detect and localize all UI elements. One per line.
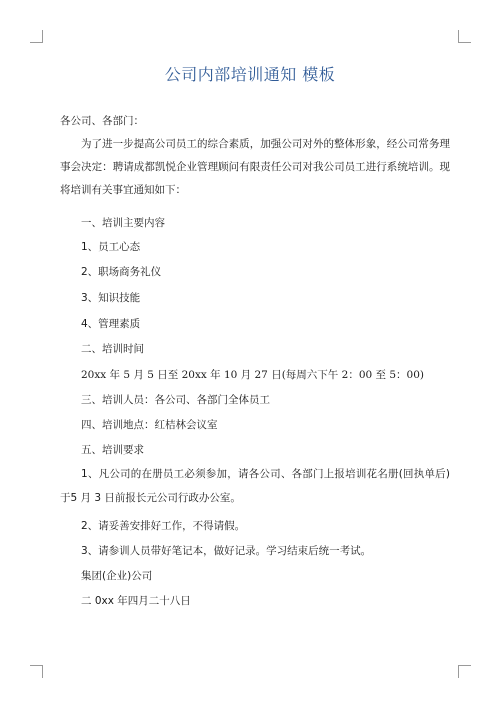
crop-mark-top-left (30, 30, 43, 43)
training-time: 20xx 年 5 月 5 日至 20xx 年 10 月 27 日(每周六下午 2：00 至 5：00) (81, 369, 424, 381)
crop-mark-bottom-left (30, 665, 43, 678)
content-item-4: 4、管理素质 (81, 318, 141, 330)
section-1-heading: 一、培训主要内容 (81, 217, 165, 229)
content-item-3: 3、知识技能 (81, 292, 141, 304)
crop-mark-bottom-right (458, 665, 471, 678)
intro-paragraph: 为了进一步提高公司员工的综合素质，加强公司对外的整体形象，经公司常务理事会决定：聘请成都凯悦企业管理顾问有限责任公司对我公司员工进行系统培训。现将培训有关事宜通知如下： (60, 138, 450, 196)
section-5-heading: 五、培训要求 (81, 444, 144, 456)
section-3-personnel: 三、培训人员：各公司、各部门全体员工 (81, 394, 270, 406)
document-title: 公司内部培训通知 模板 (164, 65, 336, 84)
section-2-heading: 二、培训时间 (81, 343, 144, 355)
section-4-location: 四、培训地点：红桔林会议室 (81, 419, 218, 431)
content-item-1: 1、员工心态 (81, 241, 141, 253)
requirement-1: 1、凡公司的在册员工必须参加，请各公司、各部门上报培训花名册(回执单后)于5 月 3 日前报长元公司行政办公室。 (60, 468, 450, 504)
signature-company: 集团(企业)公司 (81, 570, 153, 582)
requirement-2: 2、请妥善安排好工作，不得请假。 (81, 520, 246, 532)
content-item-2: 2、职场商务礼仪 (81, 266, 162, 278)
requirement-3: 3、请参训人员带好笔记本，做好记录。学习结束后统一考试。 (81, 545, 372, 557)
signature-date: 二 0xx 年四月二十八日 (81, 595, 191, 607)
salutation: 各公司、各部门： (60, 115, 144, 127)
crop-mark-top-right (458, 30, 471, 43)
